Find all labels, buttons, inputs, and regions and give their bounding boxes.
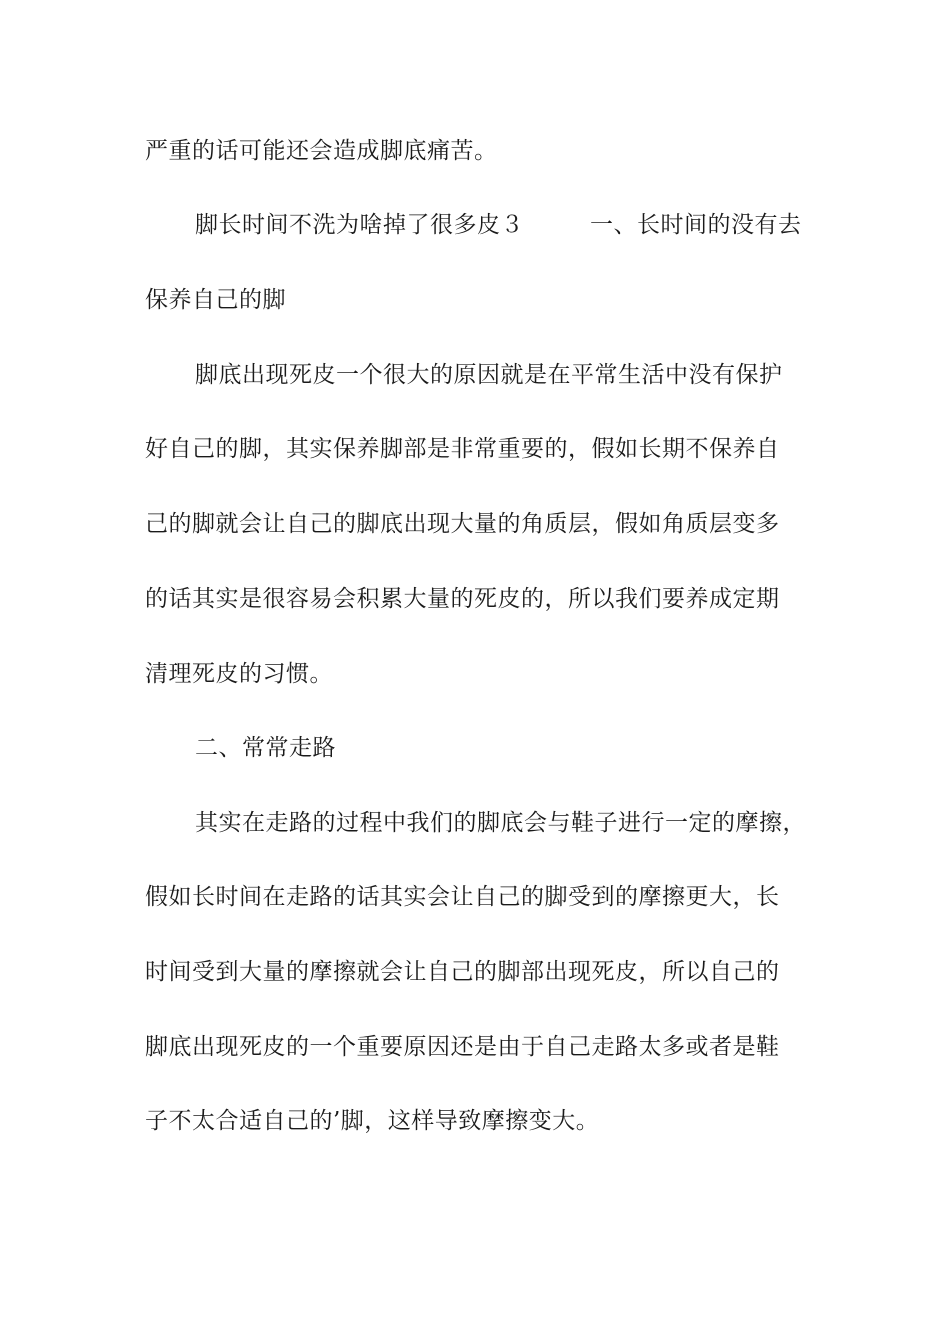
paragraph-line: 的话其实是很容易会积累大量的死皮的，所以我们要养成定期 <box>145 586 780 612</box>
subheading: 二、常常走路 <box>195 735 336 761</box>
paragraph-line: 清理死皮的习惯。 <box>145 661 333 687</box>
paragraph-line: 假如长时间在走路的话其实会让自己的脚受到的摩擦更大，长 <box>145 884 780 910</box>
paragraph-line: 时间受到大量的摩擦就会让自己的脚部出现死皮，所以自己的 <box>145 959 780 985</box>
section-title: 脚长时间不洗为啥掉了很多皮３ <box>195 212 524 238</box>
paragraph-line: 己的脚就会让自己的脚底出现大量的角质层，假如角质层变多 <box>145 511 780 537</box>
paragraph-line: 脚底出现死皮的一个重要原因还是由于自己走路太多或者是鞋 <box>145 1034 780 1060</box>
subheading: 一、长时间的没有去 <box>590 212 802 238</box>
paragraph-line: 子不太合适自己的’脚，这样导致摩擦变大。 <box>145 1108 600 1134</box>
paragraph-line: 好自己的脚，其实保养脚部是非常重要的，假如长期不保养自 <box>145 436 780 462</box>
paragraph-line: 严重的话可能还会造成脚底痛苦。 <box>145 138 498 164</box>
paragraph-line: 其实在走路的过程中我们的脚底会与鞋子进行一定的摩擦， <box>195 810 806 836</box>
subheading-continuation: 保养自己的脚 <box>145 287 286 313</box>
paragraph-line: 脚底出现死皮一个很大的原因就是在平常生活中没有保护 <box>195 362 783 388</box>
